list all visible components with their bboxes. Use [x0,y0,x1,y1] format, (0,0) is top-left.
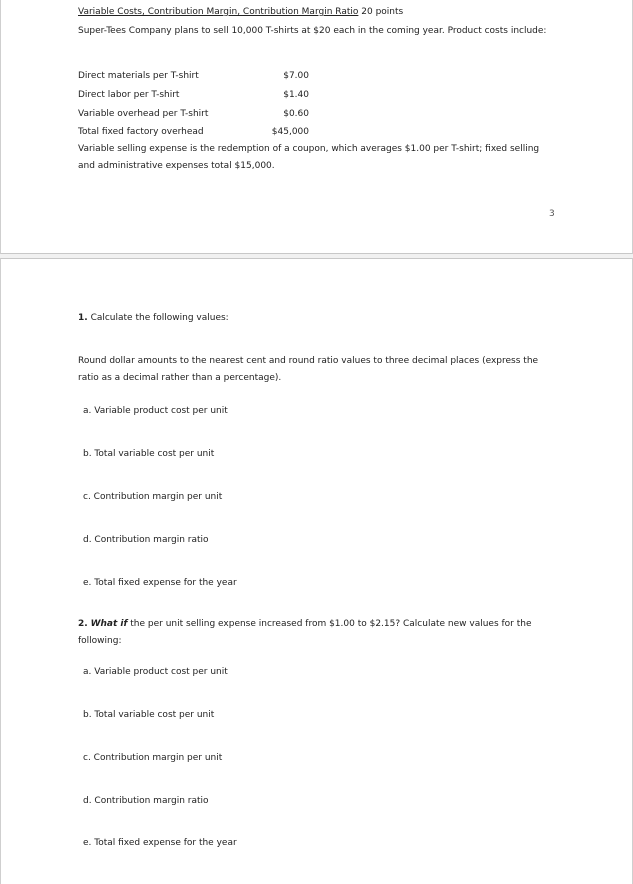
intro-text: Super-Tees Company plans to sell 10,000 T-shirts at $20 each in the coming year. Product costs include: [78,26,547,36]
q1-instructions: Round dollar amounts to the nearest cent and round ratio values to three decimal places (express the ratio as a decimal rather than a percentage). [78,356,539,383]
cost-label: Variable overhead per T-shirt [78,109,209,119]
problem-title-link[interactable]: Variable Costs, Contribution Margin, Contribution Margin Ratio [78,7,359,17]
q1-heading [78,310,558,327]
q1-item: d. Contribution margin ratio [83,535,209,545]
selling-note: Variable selling expense is the redemption of a coupon, which averages $1.00 per T-shirt; fixed selling and administrative expenses total $15,000. [78,144,540,171]
problem-header [78,6,403,18]
q2-item: c. Contribution margin per unit [83,753,223,763]
cost-value: $0.60 [283,109,309,119]
q1-prompt: Calculate the following values: [90,313,229,323]
q2-item: e. Total fixed expense for the year [83,838,237,848]
q2-number: 2. [78,619,88,629]
q2-prompt: the per unit selling expense increased from $1.00 to $2.15? Calculate new values for the following: [78,619,532,646]
q1-item: b. Total variable cost per unit [83,449,215,459]
q1-number: 1. [78,313,88,323]
document-page-1 [0,0,633,254]
q2-item: a. Variable product cost per unit [83,667,228,677]
q1-item: a. Variable product cost per unit [83,406,228,416]
document-page-2 [0,258,633,884]
cost-value: $7.00 [283,71,309,81]
q2-what-if: What if [90,619,128,629]
problem-points: 20 points [361,7,404,17]
cost-value: $1.40 [283,90,309,100]
page-number: 3 [549,209,555,219]
cost-label: Total fixed factory overhead [78,127,204,137]
q1-item: e. Total fixed expense for the year [83,578,237,588]
q2-item: d. Contribution margin ratio [83,796,209,806]
q1-item: c. Contribution margin per unit [83,492,223,502]
q2-heading [78,616,558,650]
cost-label: Direct materials per T-shirt [78,71,199,81]
cost-value: $45,000 [271,127,309,137]
q2-item: b. Total variable cost per unit [83,710,215,720]
cost-label: Direct labor per T-shirt [78,90,180,100]
